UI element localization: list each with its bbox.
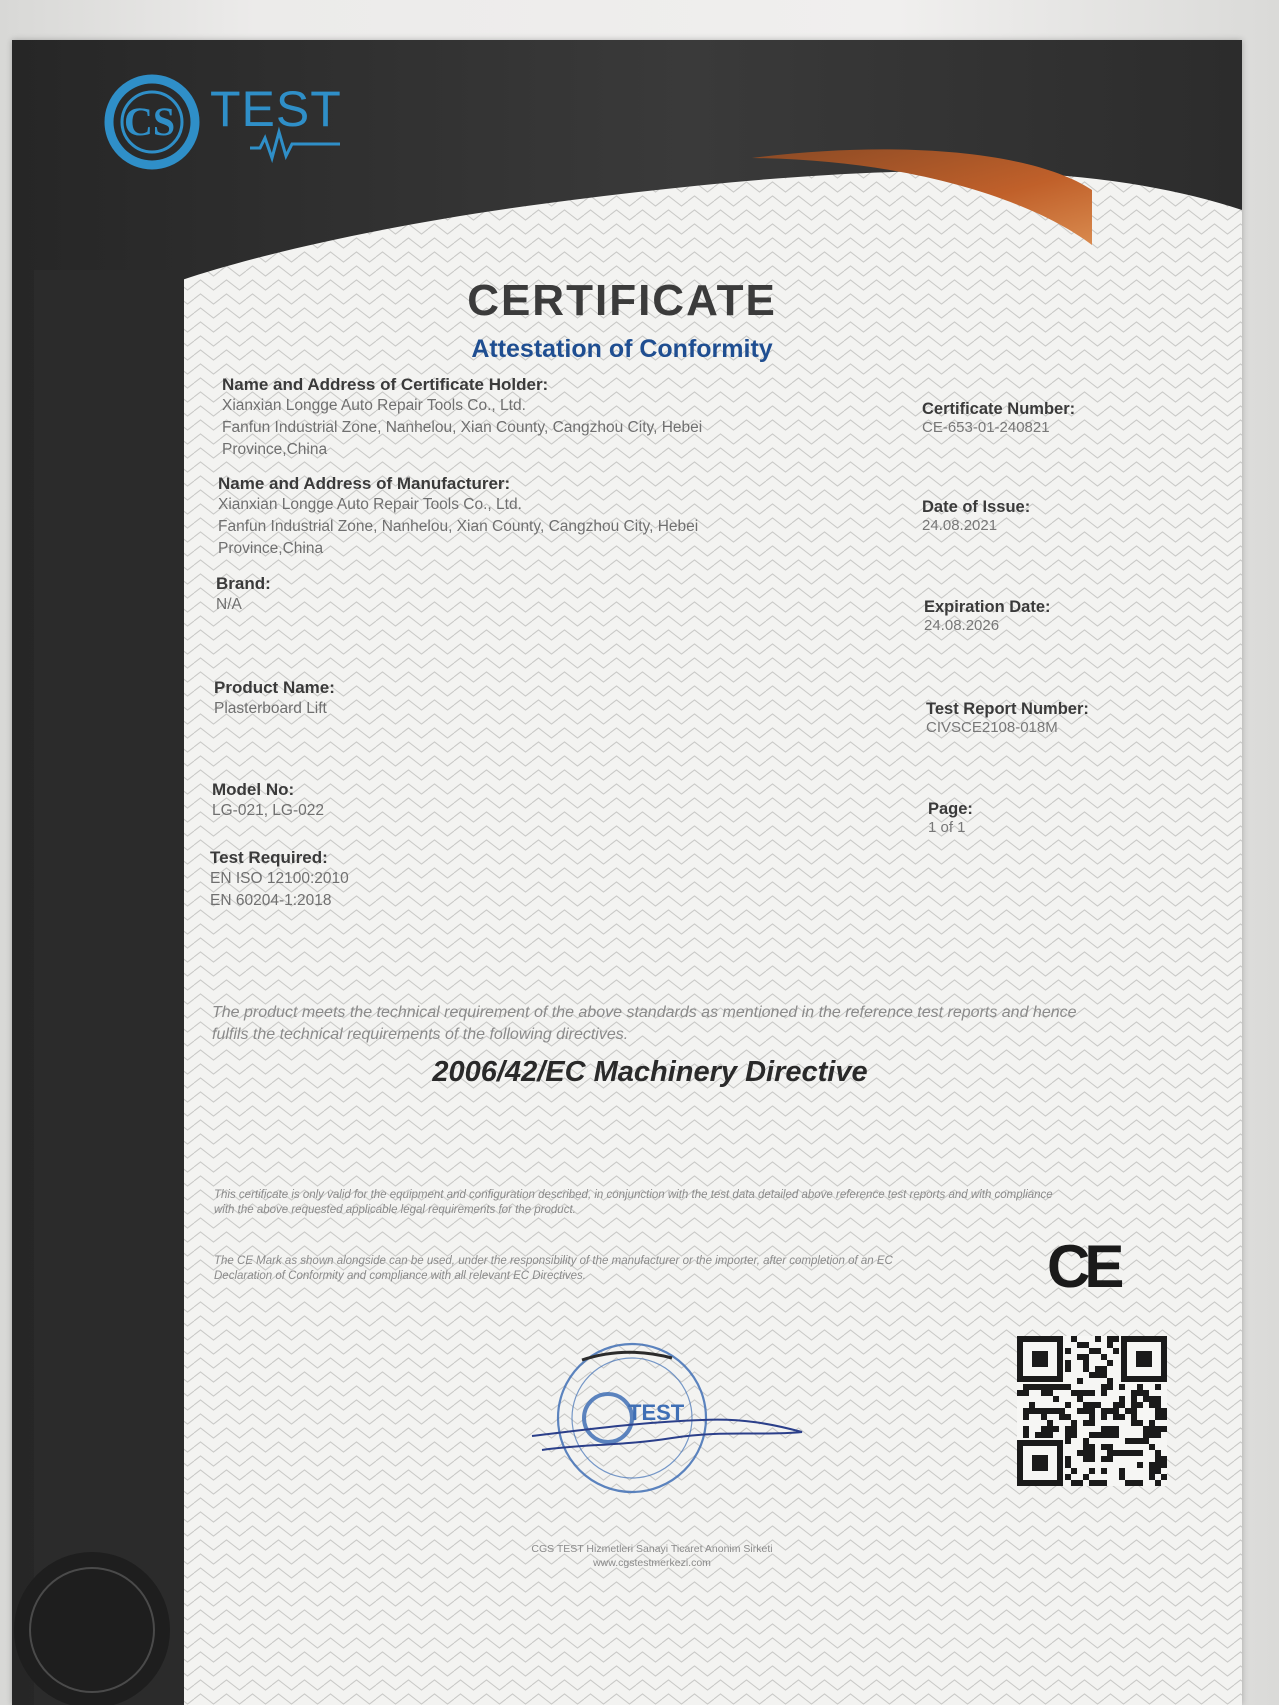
test-report-number-value: CIVSCE2108-018M	[926, 719, 1058, 736]
seal-word: TEST	[628, 1400, 685, 1425]
validity-note: This certificate is only valid for the equipment and configuration described, in conjunction with the test data detailed above reference test reports and with compliance with the above requested applicable legal requirements for the product.	[214, 1189, 1053, 1216]
holder-label: Name and Address of Certificate Holder:	[222, 375, 549, 394]
expiration-date-block	[924, 598, 1051, 634]
test-report-number-block	[926, 700, 1089, 736]
manufacturer-block	[218, 474, 938, 560]
certificate-number-value: CE-653-01-240821	[922, 419, 1050, 436]
brand-label: Brand:	[216, 574, 271, 593]
model-no-block	[212, 780, 324, 822]
date-of-issue-label: Date of Issue:	[922, 498, 1031, 516]
expiration-date-value: 24.08.2026	[924, 617, 1000, 634]
test-required-label: Test Required:	[210, 848, 328, 867]
test-report-number-label: Test Report Number:	[926, 700, 1089, 718]
brand-block	[216, 574, 271, 616]
certificate-title: CERTIFICATE	[467, 276, 777, 325]
ce-mark-note: The CE Mark as shown alongside can be used, under the responsibility of the manufacturer or the importer, after completion of an EC Declaration of Conformity and compliance with all relevant EC Directives.	[214, 1255, 893, 1282]
directive-title: 2006/42/EC Machinery Directive	[432, 1056, 868, 1088]
manufacturer-line-1: Xianxian Longge Auto Repair Tools Co., Ltd.	[218, 496, 522, 513]
holder-line-1: Xianxian Longge Auto Repair Tools Co., Ltd.	[222, 397, 526, 414]
certificate-number-block	[922, 400, 1075, 436]
logo-word: TEST	[210, 81, 342, 137]
test-required-line-2: EN 60204-1:2018	[210, 892, 332, 909]
holder-block	[222, 375, 942, 461]
test-required-line-1: EN ISO 12100:2010	[210, 870, 349, 887]
issuer-footer	[332, 1542, 972, 1570]
official-seal	[522, 1340, 812, 1500]
logo-initials: CS	[124, 99, 176, 144]
footer-line-1: CGS TEST Hizmetleri Sanayi Ticaret Anonim Sirketi	[531, 1543, 773, 1555]
certificate-sheet	[12, 40, 1242, 1705]
company-logo	[100, 70, 360, 180]
model-no-label: Model No:	[212, 780, 295, 799]
certificate-subtitle: Attestation of Conformity	[471, 335, 773, 363]
footer-line-2: www.cgstestmerkezi.com	[593, 1557, 711, 1569]
expiration-date-label: Expiration Date:	[924, 598, 1051, 616]
brand-value: N/A	[216, 596, 242, 613]
ce-mark: CE	[1047, 1233, 1119, 1300]
corner-emblem	[14, 1552, 170, 1705]
page-label: Page:	[928, 800, 973, 818]
product-name-label: Product Name:	[214, 678, 335, 697]
certificate-number-label: Certificate Number:	[922, 400, 1076, 418]
page-block	[928, 800, 973, 836]
holder-line-2: Fanfun Industrial Zone, Nanhelou, Xian County, Cangzhou City, Hebei	[222, 419, 703, 436]
model-no-value: LG-021, LG-022	[212, 802, 325, 819]
manufacturer-line-3: Province,China	[218, 540, 324, 557]
date-of-issue-value: 24.08.2021	[922, 517, 998, 534]
holder-line-3: Province,China	[222, 441, 328, 458]
page-value: 1 of 1	[928, 819, 966, 836]
manufacturer-line-2: Fanfun Industrial Zone, Nanhelou, Xian County, Cangzhou City, Hebei	[218, 518, 699, 535]
product-name-block	[214, 678, 335, 720]
product-name-value: Plasterboard Lift	[214, 700, 327, 717]
test-required-block	[210, 848, 349, 912]
left-stripe	[34, 270, 184, 1705]
conformity-statement: The product meets the technical requirement of the above standards as mentioned in the reference test reports and hence fulfils the technical requirements of the following directives.	[212, 1004, 1077, 1043]
qr-code	[1017, 1336, 1167, 1486]
date-of-issue-block	[922, 498, 1030, 534]
manufacturer-label: Name and Address of Manufacturer:	[218, 474, 511, 493]
